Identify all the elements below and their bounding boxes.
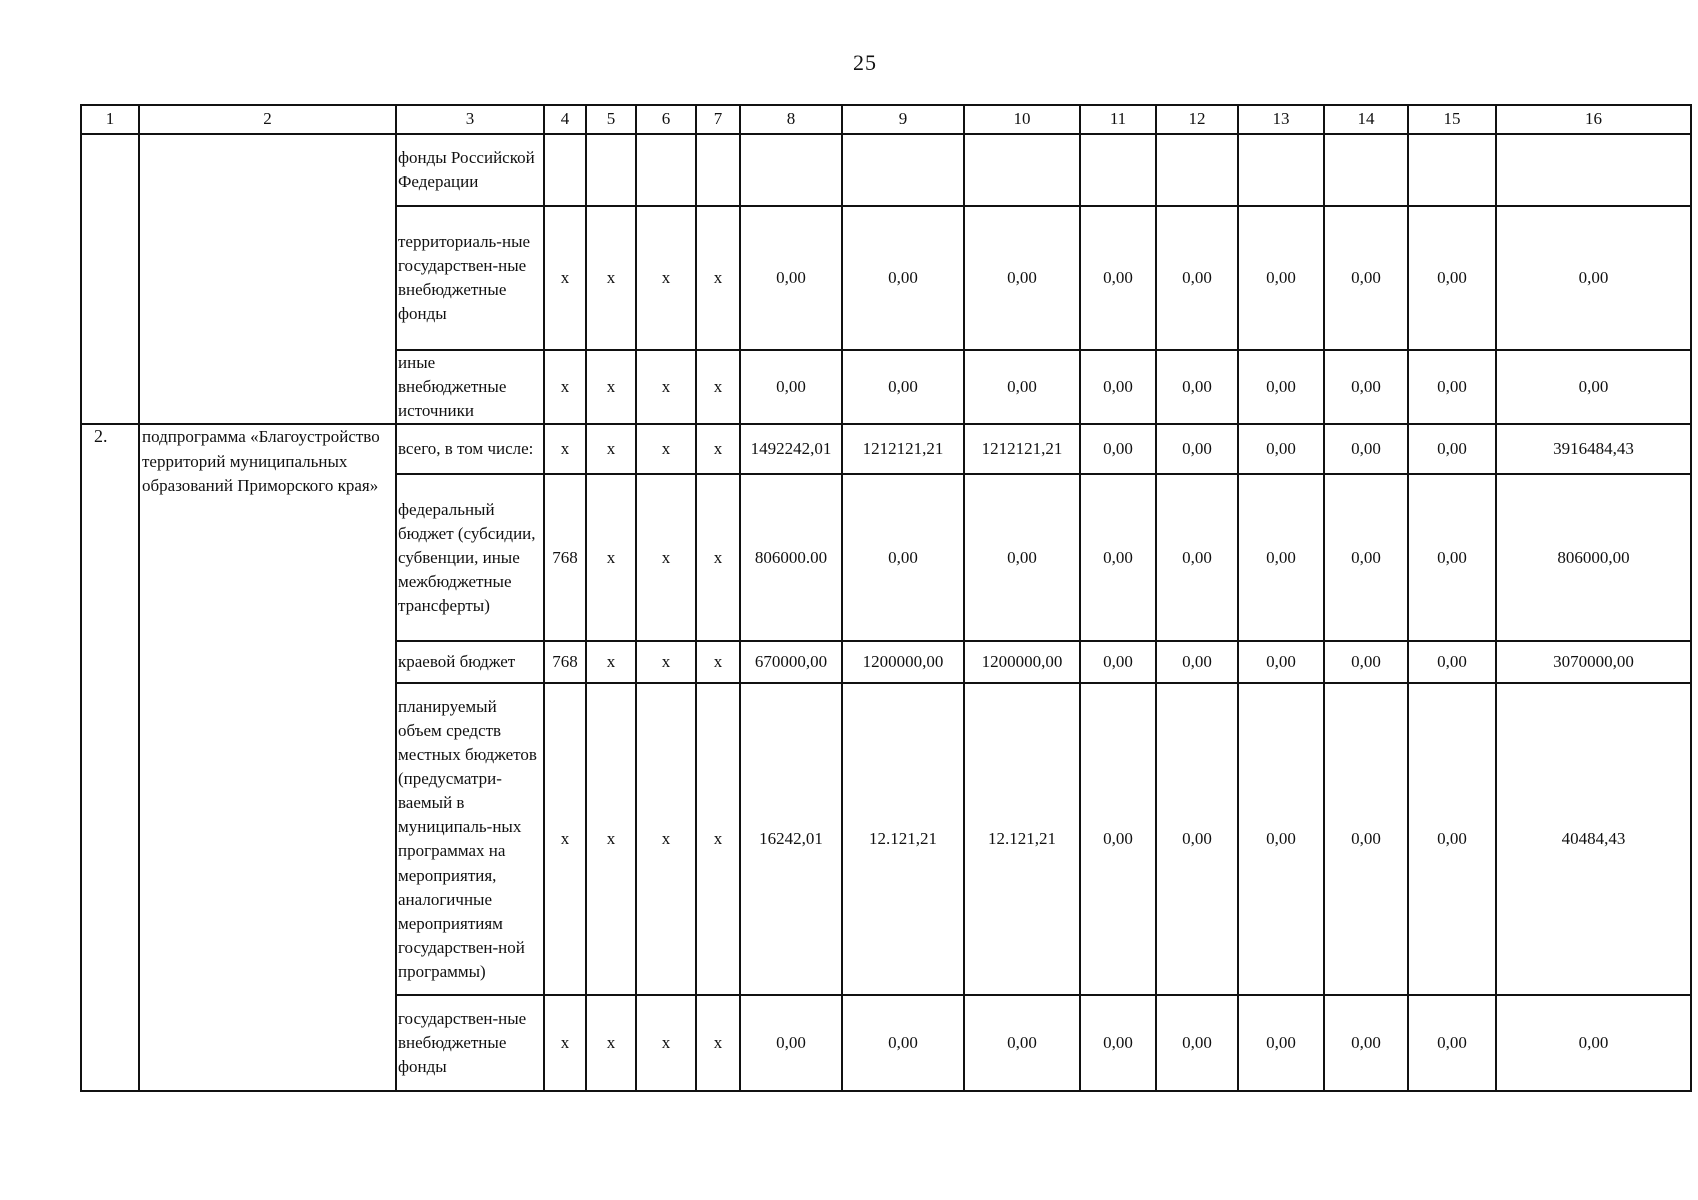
funding-source: планируемый объем средств местных бюджетов (предусматри-ваемый в муниципаль-ных программах на мероприятия, аналогичные мероприятиям государствен-ной программы): [396, 683, 544, 995]
value-cell: x: [586, 683, 636, 995]
row-number-cell: [81, 134, 139, 424]
value-cell: 3070000,00: [1496, 641, 1691, 683]
value-cell: 0,00: [1496, 206, 1691, 350]
funding-source: всего, в том числе:: [396, 424, 544, 474]
column-header: 4: [544, 105, 586, 134]
value-cell: x: [636, 995, 696, 1091]
column-header: 16: [1496, 105, 1691, 134]
value-cell: x: [636, 424, 696, 474]
value-cell: [740, 134, 842, 206]
column-header: 14: [1324, 105, 1408, 134]
value-cell: 0,00: [1496, 995, 1691, 1091]
funding-source: фонды Российской Федерации: [396, 134, 544, 206]
value-cell: 0,00: [1080, 995, 1156, 1091]
value-cell: [1238, 134, 1324, 206]
value-cell: x: [636, 350, 696, 424]
value-cell: [842, 134, 964, 206]
column-header: 15: [1408, 105, 1496, 134]
value-cell: x: [636, 683, 696, 995]
value-cell: 0,00: [1408, 350, 1496, 424]
value-cell: [1080, 134, 1156, 206]
value-cell: 0,00: [842, 474, 964, 641]
value-cell: 0,00: [1324, 474, 1408, 641]
value-cell: x: [544, 424, 586, 474]
value-cell: 768: [544, 641, 586, 683]
row-number: 2.: [81, 424, 139, 1091]
value-cell: 0,00: [1238, 641, 1324, 683]
value-cell: x: [696, 206, 740, 350]
value-cell: 0,00: [1408, 424, 1496, 474]
value-cell: x: [696, 641, 740, 683]
funding-source: государствен-ные внебюджетные фонды: [396, 995, 544, 1091]
value-cell: 0,00: [1156, 350, 1238, 424]
value-cell: 0,00: [1408, 995, 1496, 1091]
value-cell: x: [696, 350, 740, 424]
row-name-cell: [139, 134, 396, 424]
column-header: 12: [1156, 105, 1238, 134]
value-cell: 0,00: [1238, 995, 1324, 1091]
value-cell: 0,00: [1408, 683, 1496, 995]
value-cell: 0,00: [1080, 350, 1156, 424]
value-cell: 3916484,43: [1496, 424, 1691, 474]
column-header: 8: [740, 105, 842, 134]
column-header: 9: [842, 105, 964, 134]
value-cell: 1200000,00: [842, 641, 964, 683]
value-cell: x: [636, 206, 696, 350]
value-cell: [636, 134, 696, 206]
column-header: 11: [1080, 105, 1156, 134]
value-cell: x: [586, 350, 636, 424]
page-number: 25: [853, 50, 877, 75]
value-cell: 0,00: [740, 350, 842, 424]
value-cell: [964, 134, 1080, 206]
value-cell: 12.121,21: [964, 683, 1080, 995]
value-cell: 0,00: [1324, 641, 1408, 683]
header-row: [81, 105, 1691, 134]
value-cell: 0,00: [842, 995, 964, 1091]
value-cell: x: [696, 474, 740, 641]
budget-table: [80, 104, 1692, 1092]
value-cell: 0,00: [1408, 474, 1496, 641]
value-cell: 806000,00: [1496, 474, 1691, 641]
value-cell: 0,00: [1238, 350, 1324, 424]
value-cell: 0,00: [842, 350, 964, 424]
value-cell: 0,00: [1080, 206, 1156, 350]
column-header: 13: [1238, 105, 1324, 134]
funding-source: территориаль-ные государствен-ные внебюджетные фонды: [396, 206, 544, 350]
value-cell: 0,00: [1496, 350, 1691, 424]
value-cell: 0,00: [1156, 995, 1238, 1091]
column-header: 2: [139, 105, 396, 134]
subprogram-name: подпрограмма «Благоустройство территорий муниципальных образований Приморского края»: [139, 424, 396, 1091]
value-cell: 0,00: [1238, 683, 1324, 995]
value-cell: [1156, 134, 1238, 206]
value-cell: 0,00: [1156, 206, 1238, 350]
column-header: 6: [636, 105, 696, 134]
value-cell: 0,00: [1324, 206, 1408, 350]
column-header: 3: [396, 105, 544, 134]
value-cell: x: [696, 995, 740, 1091]
column-header: 10: [964, 105, 1080, 134]
value-cell: x: [586, 206, 636, 350]
value-cell: 1492242,01: [740, 424, 842, 474]
funding-source: иные внебюджетные источники: [396, 350, 544, 424]
value-cell: 1212121,21: [842, 424, 964, 474]
value-cell: 0,00: [1324, 995, 1408, 1091]
value-cell: 0,00: [1080, 424, 1156, 474]
value-cell: 0,00: [1324, 424, 1408, 474]
value-cell: 0,00: [740, 206, 842, 350]
value-cell: x: [586, 474, 636, 641]
value-cell: 0,00: [1156, 683, 1238, 995]
funding-source: краевой бюджет: [396, 641, 544, 683]
column-header: 7: [696, 105, 740, 134]
value-cell: 0,00: [1324, 683, 1408, 995]
value-cell: 0,00: [1080, 683, 1156, 995]
value-cell: 0,00: [1238, 474, 1324, 641]
value-cell: [1408, 134, 1496, 206]
value-cell: x: [586, 995, 636, 1091]
value-cell: 16242,01: [740, 683, 842, 995]
value-cell: 0,00: [842, 206, 964, 350]
value-cell: 0,00: [1156, 641, 1238, 683]
value-cell: x: [696, 683, 740, 995]
funding-source: федеральный бюджет (субсидии, субвенции, иные межбюджетные трансферты): [396, 474, 544, 641]
value-cell: 670000,00: [740, 641, 842, 683]
value-cell: 0,00: [1238, 424, 1324, 474]
value-cell: 0,00: [964, 206, 1080, 350]
value-cell: x: [544, 350, 586, 424]
value-cell: 0,00: [1156, 424, 1238, 474]
value-cell: 0,00: [1408, 206, 1496, 350]
value-cell: [1496, 134, 1691, 206]
value-cell: [696, 134, 740, 206]
column-header: 5: [586, 105, 636, 134]
value-cell: [586, 134, 636, 206]
value-cell: x: [544, 995, 586, 1091]
value-cell: x: [586, 424, 636, 474]
value-cell: [544, 134, 586, 206]
value-cell: 0,00: [1156, 474, 1238, 641]
value-cell: 0,00: [1080, 474, 1156, 641]
value-cell: x: [544, 206, 586, 350]
value-cell: 1200000,00: [964, 641, 1080, 683]
value-cell: 0,00: [1080, 641, 1156, 683]
value-cell: 0,00: [964, 474, 1080, 641]
value-cell: 40484,43: [1496, 683, 1691, 995]
value-cell: [1324, 134, 1408, 206]
value-cell: 0,00: [964, 350, 1080, 424]
value-cell: x: [636, 641, 696, 683]
value-cell: 768: [544, 474, 586, 641]
value-cell: 806000.00: [740, 474, 842, 641]
value-cell: 0,00: [964, 995, 1080, 1091]
value-cell: 0,00: [1408, 641, 1496, 683]
value-cell: x: [544, 683, 586, 995]
table-row: [81, 134, 1691, 206]
table-row: [81, 424, 1691, 474]
column-header: 1: [81, 105, 139, 134]
value-cell: 1212121,21: [964, 424, 1080, 474]
value-cell: x: [636, 474, 696, 641]
value-cell: 0,00: [1324, 350, 1408, 424]
value-cell: 0,00: [1238, 206, 1324, 350]
value-cell: 0,00: [740, 995, 842, 1091]
value-cell: x: [696, 424, 740, 474]
value-cell: x: [586, 641, 636, 683]
value-cell: 12.121,21: [842, 683, 964, 995]
